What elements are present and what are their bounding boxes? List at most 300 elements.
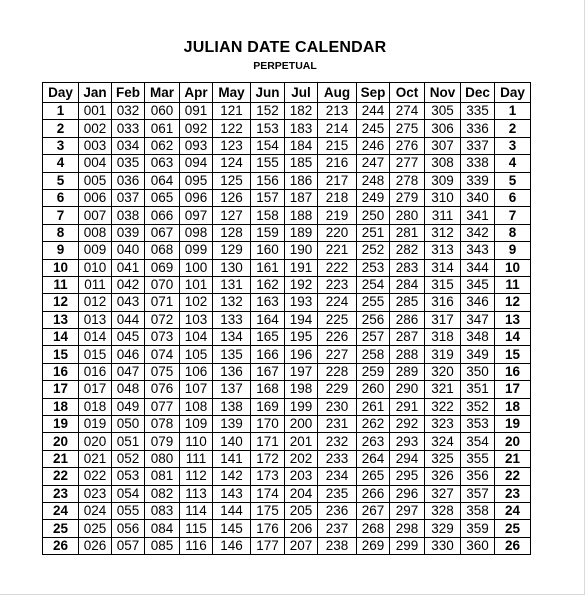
julian-date-cell: 277 <box>390 155 425 172</box>
julian-date-cell: 295 <box>390 468 425 485</box>
julian-date-cell: 193 <box>285 294 318 311</box>
julian-date-cell: 311 <box>425 207 461 224</box>
julian-date-cell: 020 <box>79 433 112 450</box>
julian-date-cell: 296 <box>390 485 425 502</box>
julian-date-cell: 076 <box>145 381 180 398</box>
julian-date-cell: 251 <box>357 224 390 241</box>
julian-date-cell: 223 <box>318 276 357 293</box>
julian-date-cell: 297 <box>390 502 425 519</box>
julian-date-cell: 229 <box>318 381 357 398</box>
julian-date-cell: 110 <box>180 433 213 450</box>
julian-date-cell: 254 <box>357 276 390 293</box>
column-header: Jun <box>251 83 285 103</box>
julian-date-cell: 166 <box>251 346 285 363</box>
julian-date-cell: 161 <box>251 259 285 276</box>
day-number-cell: 18 <box>43 398 79 415</box>
julian-date-cell: 016 <box>79 363 112 380</box>
julian-date-cell: 129 <box>213 242 251 259</box>
julian-date-cell: 124 <box>213 155 251 172</box>
julian-date-cell: 060 <box>145 103 180 120</box>
julian-date-cell: 206 <box>285 520 318 537</box>
julian-date-cell: 177 <box>251 537 285 554</box>
julian-date-cell: 113 <box>180 485 213 502</box>
day-number-cell: 2 <box>43 120 79 137</box>
julian-date-cell: 068 <box>145 242 180 259</box>
julian-date-cell: 310 <box>425 189 461 206</box>
table-row <box>43 450 531 467</box>
julian-date-cell: 025 <box>79 520 112 537</box>
day-number-cell: 24 <box>43 502 79 519</box>
julian-date-cell: 244 <box>357 103 390 120</box>
julian-date-cell: 268 <box>357 520 390 537</box>
julian-date-cell: 091 <box>180 103 213 120</box>
julian-date-cell: 160 <box>251 242 285 259</box>
julian-date-cell: 153 <box>251 120 285 137</box>
julian-date-cell: 360 <box>461 537 495 554</box>
julian-date-cell: 008 <box>79 224 112 241</box>
column-header: Apr <box>180 83 213 103</box>
julian-date-cell: 207 <box>285 537 318 554</box>
julian-date-cell: 267 <box>357 502 390 519</box>
julian-date-cell: 035 <box>112 155 145 172</box>
julian-date-cell: 283 <box>390 259 425 276</box>
julian-date-cell: 069 <box>145 259 180 276</box>
julian-date-cell: 337 <box>461 137 495 154</box>
julian-date-cell: 047 <box>112 363 145 380</box>
julian-date-cell: 039 <box>112 224 145 241</box>
julian-date-cell: 073 <box>145 329 180 346</box>
julian-date-cell: 022 <box>79 468 112 485</box>
julian-date-cell: 155 <box>251 155 285 172</box>
julian-date-cell: 102 <box>180 294 213 311</box>
julian-date-cell: 294 <box>390 450 425 467</box>
julian-date-cell: 004 <box>79 155 112 172</box>
julian-date-cell: 263 <box>357 433 390 450</box>
day-number-cell: 5 <box>495 172 531 189</box>
julian-date-cell: 134 <box>213 329 251 346</box>
julian-date-cell: 339 <box>461 172 495 189</box>
julian-date-cell: 095 <box>180 172 213 189</box>
julian-date-table <box>42 82 531 555</box>
julian-date-cell: 055 <box>112 502 145 519</box>
day-number-cell: 13 <box>43 311 79 328</box>
julian-date-cell: 195 <box>285 329 318 346</box>
julian-date-cell: 231 <box>318 416 357 433</box>
column-header: Feb <box>112 83 145 103</box>
julian-date-cell: 198 <box>285 381 318 398</box>
julian-date-cell: 187 <box>285 189 318 206</box>
julian-date-cell: 036 <box>112 172 145 189</box>
julian-date-cell: 013 <box>79 311 112 328</box>
day-number-cell: 26 <box>43 537 79 554</box>
column-header: Oct <box>390 83 425 103</box>
julian-date-cell: 158 <box>251 207 285 224</box>
julian-date-cell: 157 <box>251 189 285 206</box>
julian-date-cell: 274 <box>390 103 425 120</box>
julian-date-cell: 071 <box>145 294 180 311</box>
julian-date-cell: 012 <box>79 294 112 311</box>
julian-date-cell: 070 <box>145 276 180 293</box>
julian-date-cell: 185 <box>285 155 318 172</box>
day-number-cell: 23 <box>43 485 79 502</box>
julian-date-cell: 081 <box>145 468 180 485</box>
day-number-cell: 3 <box>495 137 531 154</box>
column-header: Jul <box>285 83 318 103</box>
julian-date-cell: 107 <box>180 381 213 398</box>
julian-date-cell: 341 <box>461 207 495 224</box>
julian-date-cell: 253 <box>357 259 390 276</box>
julian-date-cell: 190 <box>285 242 318 259</box>
julian-date-cell: 093 <box>180 137 213 154</box>
julian-date-cell: 065 <box>145 189 180 206</box>
julian-date-cell: 010 <box>79 259 112 276</box>
julian-date-cell: 109 <box>180 416 213 433</box>
table-row <box>43 329 531 346</box>
julian-date-cell: 284 <box>390 276 425 293</box>
table-row <box>43 502 531 519</box>
julian-date-cell: 329 <box>425 520 461 537</box>
julian-date-cell: 137 <box>213 381 251 398</box>
column-header: Mar <box>145 83 180 103</box>
julian-date-cell: 052 <box>112 450 145 467</box>
day-number-cell: 21 <box>495 450 531 467</box>
julian-date-cell: 340 <box>461 189 495 206</box>
julian-date-cell: 322 <box>425 398 461 415</box>
julian-date-cell: 100 <box>180 259 213 276</box>
julian-date-cell: 289 <box>390 363 425 380</box>
julian-date-cell: 064 <box>145 172 180 189</box>
julian-date-cell: 075 <box>145 363 180 380</box>
page-title: JULIAN DATE CALENDAR <box>183 39 387 56</box>
table-row <box>43 363 531 380</box>
julian-date-cell: 221 <box>318 242 357 259</box>
julian-date-cell: 335 <box>461 103 495 120</box>
day-number-cell: 17 <box>43 381 79 398</box>
day-number-cell: 23 <box>495 485 531 502</box>
julian-date-cell: 359 <box>461 520 495 537</box>
table-header <box>43 83 531 103</box>
day-number-cell: 14 <box>43 329 79 346</box>
julian-date-cell: 005 <box>79 172 112 189</box>
julian-date-cell: 173 <box>251 468 285 485</box>
julian-date-cell: 216 <box>318 155 357 172</box>
julian-date-cell: 014 <box>79 329 112 346</box>
julian-date-cell: 191 <box>285 259 318 276</box>
day-number-cell: 8 <box>495 224 531 241</box>
julian-date-cell: 343 <box>461 242 495 259</box>
julian-date-cell: 250 <box>357 207 390 224</box>
julian-date-cell: 057 <box>112 537 145 554</box>
julian-date-cell: 330 <box>425 537 461 554</box>
julian-date-cell: 351 <box>461 381 495 398</box>
julian-date-cell: 154 <box>251 137 285 154</box>
julian-date-cell: 219 <box>318 207 357 224</box>
julian-date-cell: 079 <box>145 433 180 450</box>
julian-date-cell: 348 <box>461 329 495 346</box>
julian-date-cell: 281 <box>390 224 425 241</box>
julian-date-cell: 220 <box>318 224 357 241</box>
julian-date-cell: 238 <box>318 537 357 554</box>
julian-date-cell: 200 <box>285 416 318 433</box>
day-number-cell: 1 <box>43 103 79 120</box>
julian-date-cell: 037 <box>112 189 145 206</box>
julian-date-cell: 140 <box>213 433 251 450</box>
julian-date-cell: 132 <box>213 294 251 311</box>
table-row <box>43 155 531 172</box>
julian-date-cell: 053 <box>112 468 145 485</box>
julian-date-cell: 247 <box>357 155 390 172</box>
day-number-cell: 14 <box>495 329 531 346</box>
julian-date-cell: 226 <box>318 329 357 346</box>
day-number-cell: 10 <box>43 259 79 276</box>
julian-date-cell: 074 <box>145 346 180 363</box>
column-header: Sep <box>357 83 390 103</box>
day-number-cell: 25 <box>43 520 79 537</box>
julian-date-cell: 092 <box>180 120 213 137</box>
julian-date-cell: 170 <box>251 416 285 433</box>
julian-date-cell: 269 <box>357 537 390 554</box>
column-header: Nov <box>425 83 461 103</box>
julian-date-cell: 282 <box>390 242 425 259</box>
julian-date-cell: 293 <box>390 433 425 450</box>
day-number-cell: 25 <box>495 520 531 537</box>
day-number-cell: 19 <box>495 416 531 433</box>
julian-date-cell: 234 <box>318 468 357 485</box>
julian-date-cell: 164 <box>251 311 285 328</box>
julian-date-cell: 248 <box>357 172 390 189</box>
julian-date-cell: 002 <box>79 120 112 137</box>
julian-date-cell: 280 <box>390 207 425 224</box>
julian-date-cell: 098 <box>180 224 213 241</box>
julian-date-cell: 067 <box>145 224 180 241</box>
julian-date-cell: 299 <box>390 537 425 554</box>
julian-date-cell: 313 <box>425 242 461 259</box>
julian-date-cell: 115 <box>180 520 213 537</box>
julian-date-cell: 265 <box>357 468 390 485</box>
julian-date-cell: 188 <box>285 207 318 224</box>
julian-date-cell: 279 <box>390 189 425 206</box>
julian-date-cell: 323 <box>425 416 461 433</box>
julian-date-cell: 252 <box>357 242 390 259</box>
julian-date-cell: 112 <box>180 468 213 485</box>
day-number-cell: 6 <box>495 189 531 206</box>
day-number-cell: 22 <box>495 468 531 485</box>
julian-date-cell: 275 <box>390 120 425 137</box>
day-number-cell: 3 <box>43 137 79 154</box>
day-number-cell: 8 <box>43 224 79 241</box>
table-row <box>43 294 531 311</box>
julian-date-cell: 309 <box>425 172 461 189</box>
julian-date-cell: 097 <box>180 207 213 224</box>
julian-date-cell: 108 <box>180 398 213 415</box>
julian-date-cell: 163 <box>251 294 285 311</box>
table-row <box>43 242 531 259</box>
julian-date-cell: 063 <box>145 155 180 172</box>
julian-date-cell: 266 <box>357 485 390 502</box>
julian-date-cell: 350 <box>461 363 495 380</box>
julian-date-cell: 078 <box>145 416 180 433</box>
julian-date-cell: 314 <box>425 259 461 276</box>
day-number-cell: 17 <box>495 381 531 398</box>
column-header: Aug <box>318 83 357 103</box>
julian-date-cell: 308 <box>425 155 461 172</box>
julian-date-cell: 202 <box>285 450 318 467</box>
julian-date-cell: 101 <box>180 276 213 293</box>
table-row <box>43 311 531 328</box>
julian-date-cell: 260 <box>357 381 390 398</box>
julian-date-cell: 021 <box>79 450 112 467</box>
julian-date-cell: 358 <box>461 502 495 519</box>
julian-date-cell: 054 <box>112 485 145 502</box>
julian-date-cell: 298 <box>390 520 425 537</box>
julian-date-cell: 230 <box>318 398 357 415</box>
julian-date-cell: 259 <box>357 363 390 380</box>
julian-date-cell: 130 <box>213 259 251 276</box>
julian-date-cell: 290 <box>390 381 425 398</box>
julian-date-cell: 256 <box>357 311 390 328</box>
julian-date-cell: 199 <box>285 398 318 415</box>
julian-date-cell: 355 <box>461 450 495 467</box>
julian-date-cell: 217 <box>318 172 357 189</box>
julian-date-cell: 023 <box>79 485 112 502</box>
table-row <box>43 207 531 224</box>
julian-date-cell: 026 <box>79 537 112 554</box>
day-number-cell: 6 <box>43 189 79 206</box>
julian-date-cell: 276 <box>390 137 425 154</box>
julian-date-cell: 080 <box>145 450 180 467</box>
day-number-cell: 16 <box>495 363 531 380</box>
julian-date-cell: 136 <box>213 363 251 380</box>
julian-date-cell: 224 <box>318 294 357 311</box>
day-number-cell: 7 <box>495 207 531 224</box>
julian-date-cell: 159 <box>251 224 285 241</box>
day-number-cell: 16 <box>43 363 79 380</box>
julian-date-cell: 255 <box>357 294 390 311</box>
day-number-cell: 15 <box>43 346 79 363</box>
julian-date-cell: 307 <box>425 137 461 154</box>
julian-date-cell: 258 <box>357 346 390 363</box>
julian-date-cell: 261 <box>357 398 390 415</box>
julian-date-cell: 344 <box>461 259 495 276</box>
day-number-cell: 4 <box>43 155 79 172</box>
julian-date-cell: 001 <box>79 103 112 120</box>
day-number-cell: 10 <box>495 259 531 276</box>
julian-date-cell: 214 <box>318 120 357 137</box>
julian-date-cell: 201 <box>285 433 318 450</box>
julian-date-cell: 106 <box>180 363 213 380</box>
julian-date-cell: 045 <box>112 329 145 346</box>
julian-date-cell: 353 <box>461 416 495 433</box>
julian-date-cell: 094 <box>180 155 213 172</box>
julian-date-cell: 347 <box>461 311 495 328</box>
table-row <box>43 416 531 433</box>
julian-date-cell: 032 <box>112 103 145 120</box>
julian-date-cell: 141 <box>213 450 251 467</box>
julian-date-cell: 009 <box>79 242 112 259</box>
julian-date-cell: 104 <box>180 329 213 346</box>
julian-date-cell: 346 <box>461 294 495 311</box>
julian-date-cell: 168 <box>251 381 285 398</box>
julian-date-cell: 138 <box>213 398 251 415</box>
julian-date-cell: 192 <box>285 276 318 293</box>
julian-date-cell: 133 <box>213 311 251 328</box>
julian-date-cell: 291 <box>390 398 425 415</box>
page-subtitle: PERPETUAL <box>253 60 317 72</box>
table-row <box>43 172 531 189</box>
header-row <box>43 83 531 103</box>
julian-date-cell: 046 <box>112 346 145 363</box>
julian-date-cell: 066 <box>145 207 180 224</box>
julian-date-cell: 328 <box>425 502 461 519</box>
julian-date-cell: 072 <box>145 311 180 328</box>
julian-date-cell: 225 <box>318 311 357 328</box>
table-row <box>43 398 531 415</box>
table-row <box>43 433 531 450</box>
julian-date-cell: 121 <box>213 103 251 120</box>
julian-date-cell: 213 <box>318 103 357 120</box>
julian-date-cell: 246 <box>357 137 390 154</box>
julian-date-cell: 114 <box>180 502 213 519</box>
julian-date-cell: 172 <box>251 450 285 467</box>
julian-date-cell: 126 <box>213 189 251 206</box>
table-row <box>43 485 531 502</box>
julian-date-cell: 127 <box>213 207 251 224</box>
julian-date-cell: 317 <box>425 311 461 328</box>
julian-date-cell: 354 <box>461 433 495 450</box>
julian-date-cell: 077 <box>145 398 180 415</box>
julian-date-cell: 143 <box>213 485 251 502</box>
table-row <box>43 381 531 398</box>
day-number-cell: 24 <box>495 502 531 519</box>
column-header: Dec <box>461 83 495 103</box>
julian-date-cell: 356 <box>461 468 495 485</box>
julian-date-cell: 182 <box>285 103 318 120</box>
julian-date-cell: 196 <box>285 346 318 363</box>
table-row <box>43 346 531 363</box>
julian-date-cell: 338 <box>461 155 495 172</box>
julian-date-cell: 105 <box>180 346 213 363</box>
julian-date-cell: 312 <box>425 224 461 241</box>
julian-date-cell: 186 <box>285 172 318 189</box>
julian-date-cell: 122 <box>213 120 251 137</box>
julian-date-cell: 288 <box>390 346 425 363</box>
day-number-cell: 18 <box>495 398 531 415</box>
julian-date-cell: 325 <box>425 450 461 467</box>
julian-date-cell: 320 <box>425 363 461 380</box>
julian-date-cell: 034 <box>112 137 145 154</box>
day-number-cell: 7 <box>43 207 79 224</box>
julian-date-cell: 194 <box>285 311 318 328</box>
table-row <box>43 189 531 206</box>
julian-date-cell: 336 <box>461 120 495 137</box>
julian-date-cell: 233 <box>318 450 357 467</box>
julian-date-cell: 215 <box>318 137 357 154</box>
day-number-cell: 12 <box>43 294 79 311</box>
column-header: May <box>213 83 251 103</box>
julian-date-cell: 345 <box>461 276 495 293</box>
day-number-cell: 20 <box>43 433 79 450</box>
julian-date-cell: 084 <box>145 520 180 537</box>
julian-date-cell: 085 <box>145 537 180 554</box>
julian-date-cell: 197 <box>285 363 318 380</box>
julian-date-cell: 128 <box>213 224 251 241</box>
julian-date-cell: 183 <box>285 120 318 137</box>
julian-date-cell: 152 <box>251 103 285 120</box>
day-number-cell: 11 <box>495 276 531 293</box>
julian-date-cell: 174 <box>251 485 285 502</box>
julian-date-cell: 327 <box>425 485 461 502</box>
column-header: Day <box>43 83 79 103</box>
